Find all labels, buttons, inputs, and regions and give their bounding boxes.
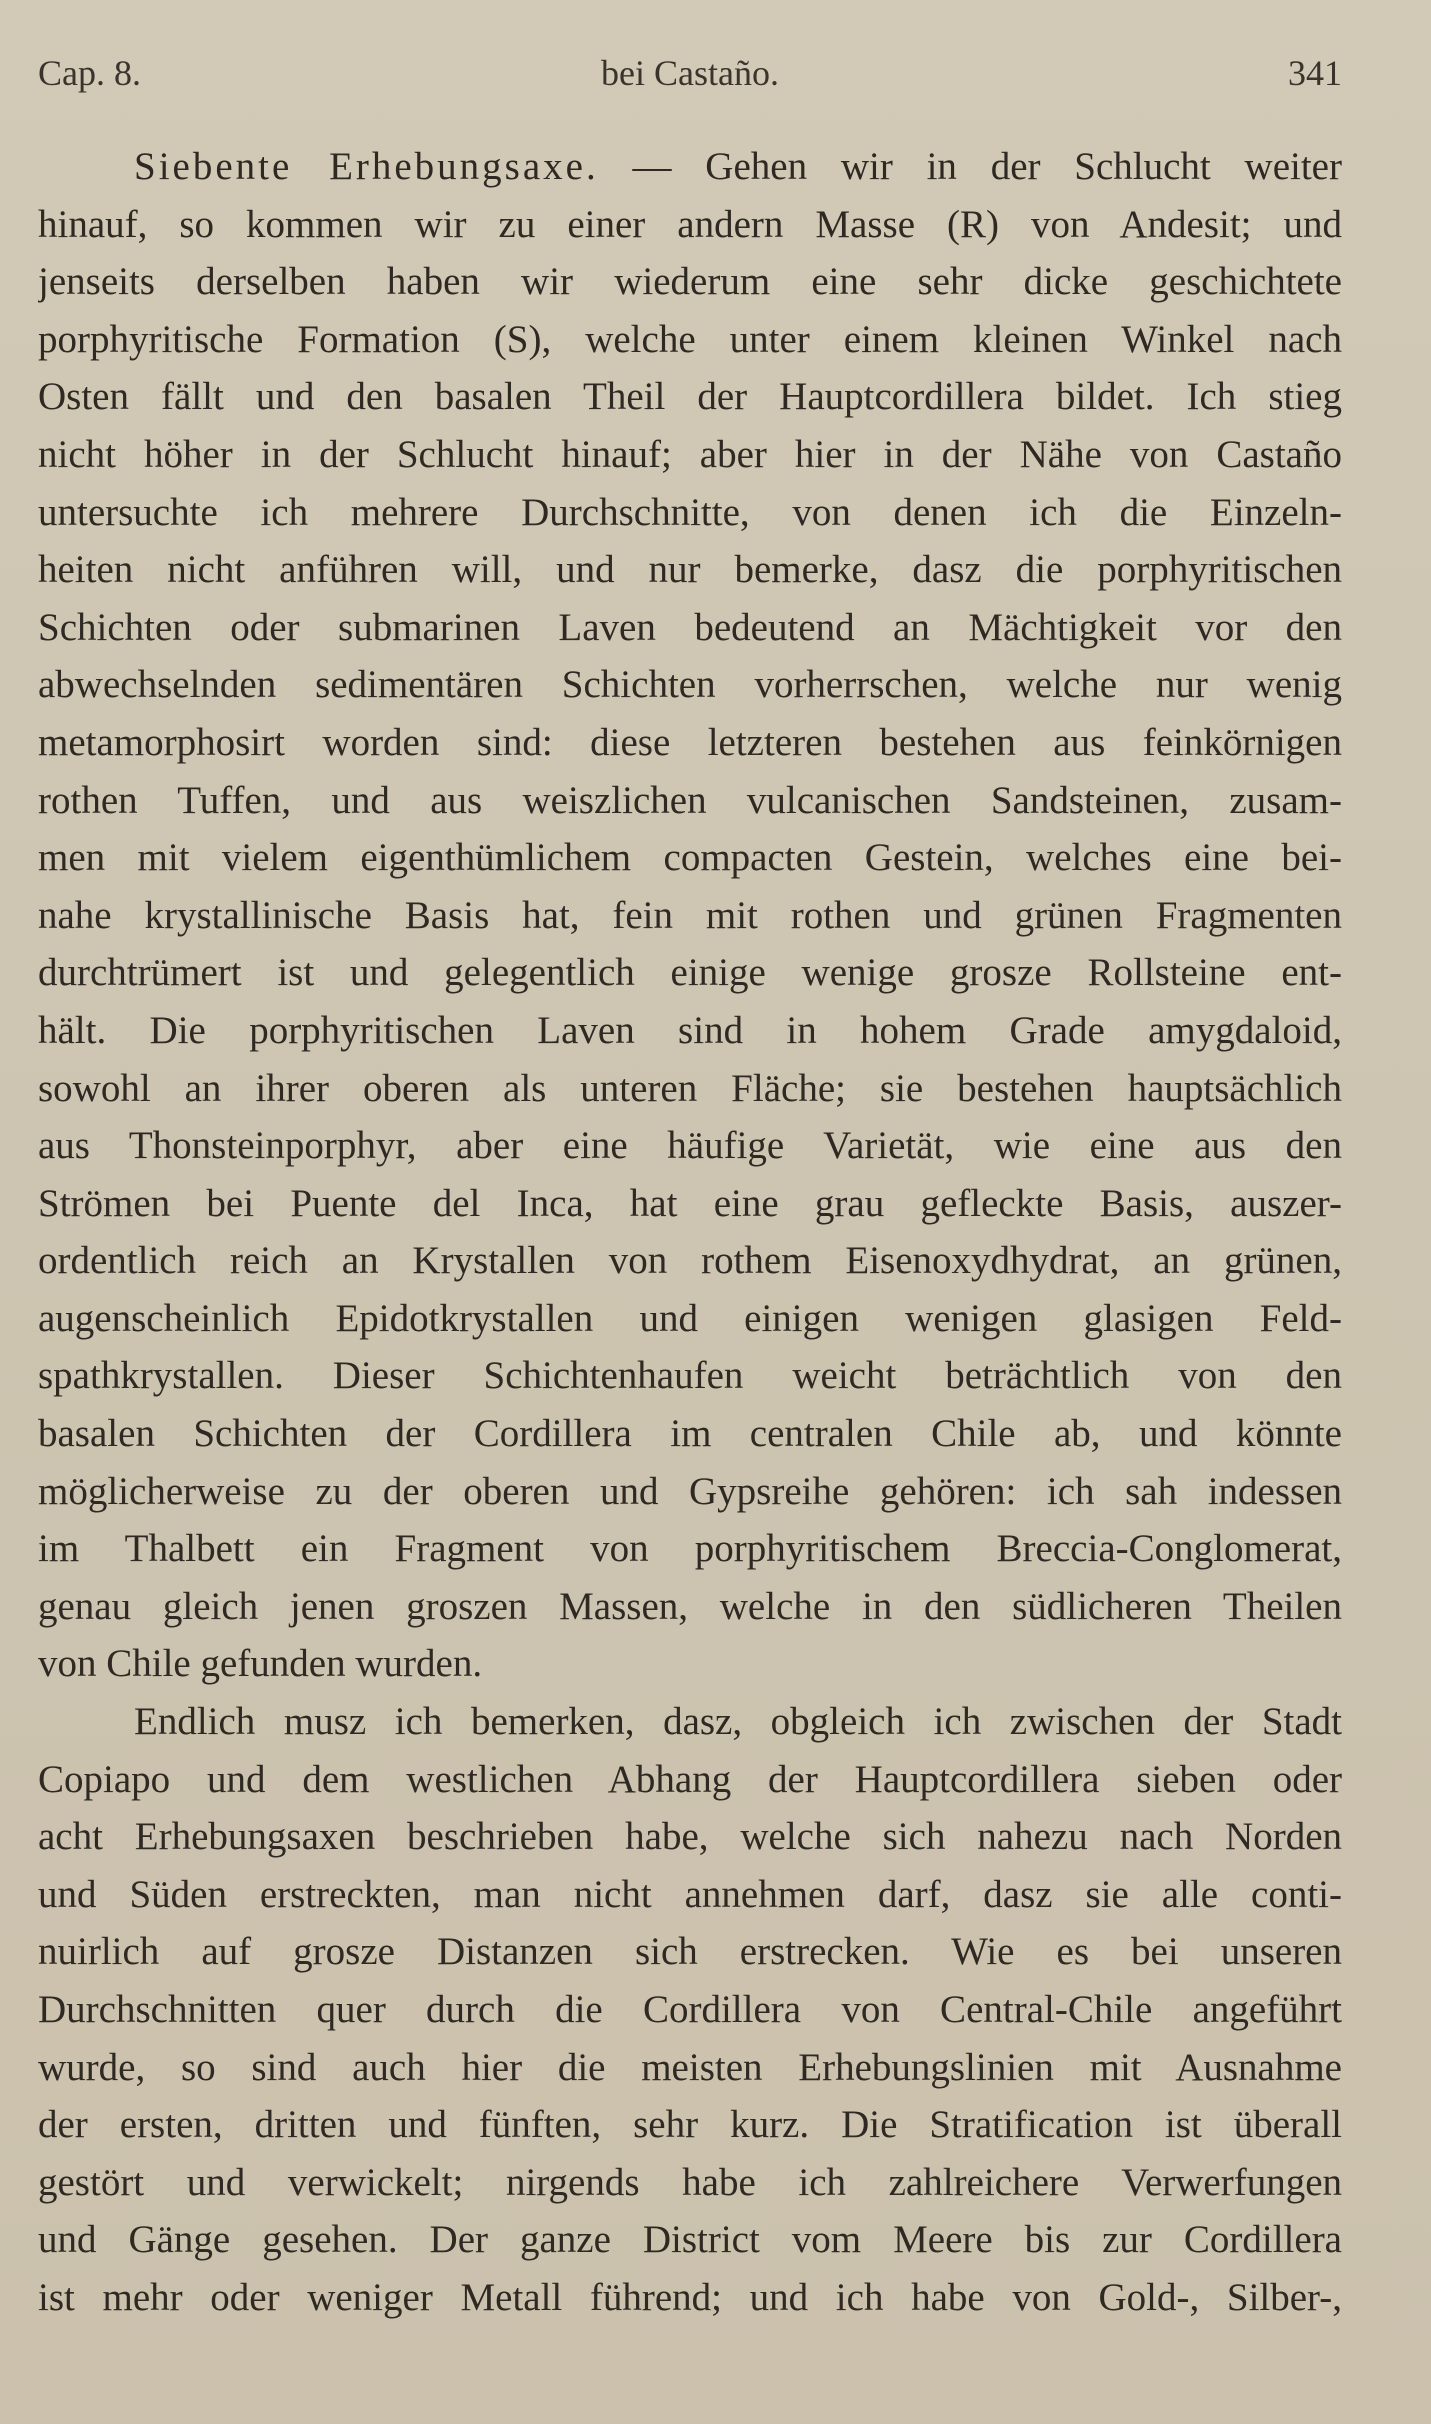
text-line: Copiapo und dem westlichen Abhang der Hauptcordillera sieben oder <box>38 1757 1342 1801</box>
text-line: nuirlich auf grosze Distanzen sich erstrecken. Wie es bei unseren <box>38 1930 1342 1974</box>
chapter-label: Cap. 8. <box>38 53 141 93</box>
text-line: men mit vielem eigenthümlichem compacten Gestein, welches eine bei- <box>38 836 1342 880</box>
section-lead: Siebente Erhebungsaxe. <box>134 145 599 188</box>
text-line: im Thalbett ein Fragment von porphyritischem Breccia-Conglomerat, <box>38 1527 1342 1571</box>
text-line: jenseits derselben haben wir wiederum eine sehr dicke geschichtete <box>38 260 1342 304</box>
text-line: spathkrystallen. Dieser Schichtenhaufen weicht beträchtlich von den <box>38 1354 1342 1398</box>
text-line: hält. Die porphyritischen Laven sind in hohem Grade amygdaloid, <box>38 1008 1342 1052</box>
page-number: 341 <box>1288 53 1342 93</box>
text-line: genau gleich jenen groszen Massen, welche in den südlicheren Theilen <box>38 1584 1342 1628</box>
text-line: metamorphosirt worden sind: diese letzteren bestehen aus feinkörnigen <box>38 720 1342 764</box>
text-line: möglicherweise zu der oberen und Gypsreihe gehören: ich sah indessen <box>38 1469 1342 1513</box>
text-line: Schichten oder submarinen Laven bedeutend an Mächtigkeit vor den <box>38 605 1342 649</box>
text-line: sowohl an ihrer oberen als unteren Fläche; sie bestehen hauptsächlich <box>38 1066 1342 1110</box>
text-line: heiten nicht anführen will, und nur bemerke, dasz die porphyritischen <box>38 548 1342 592</box>
running-title: bei Castaño. <box>601 53 779 93</box>
text-line: aus Thonsteinporphyr, aber eine häufige Varietät, wie eine aus den <box>38 1124 1342 1168</box>
text-line: untersuchte ich mehrere Durchschnitte, von denen ich die Einzeln- <box>38 490 1342 534</box>
text-line: acht Erhebungsaxen beschrieben habe, welche sich nahezu nach Norden <box>38 1815 1342 1859</box>
running-head <box>38 52 1342 102</box>
text-line: wurde, so sind auch hier die meisten Erhebungslinien mit Ausnahme <box>38 2045 1342 2089</box>
text-line: ist mehr oder weniger Metall führend; und ich habe von Gold-, Silber-, <box>38 2275 1342 2319</box>
text-line: gestört und verwickelt; nirgends habe ich zahlreichere Verwerfungen <box>38 2160 1342 2204</box>
text-line: basalen Schichten der Cordillera im centralen Chile ab, und könnte <box>38 1412 1342 1456</box>
text-line: der ersten, dritten und fünften, sehr kurz. Die Stratification ist überall <box>38 2103 1342 2147</box>
text-line: und Süden erstreckten, man nicht annehmen darf, dasz sie alle conti- <box>38 1872 1342 1916</box>
text-line: Siebente Erhebungsaxe. — Gehen wir in der Schlucht weiter <box>134 145 1342 188</box>
text-line: porphyritische Formation (S), welche unter einem kleinen Winkel nach <box>38 317 1342 361</box>
body-text <box>38 138 1342 2327</box>
text-line: ordentlich reich an Krystallen von rothem Eisenoxydhydrat, an grünen, <box>38 1239 1342 1283</box>
text-line: rothen Tuffen, und aus weiszlichen vulcanischen Sandsteinen, zusam- <box>38 778 1342 822</box>
text-line: abwechselnden sedimentären Schichten vorherrschen, welche nur wenig <box>38 663 1342 707</box>
text-line: von Chile gefunden wurden. <box>38 1642 483 1686</box>
text-line: nahe krystallinische Basis hat, fein mit rothen und grünen Fragmenten <box>38 893 1342 937</box>
text-line: augenscheinlich Epidotkrystallen und einigen wenigen glasigen Feld- <box>38 1296 1342 1340</box>
text-line: und Gänge gesehen. Der ganze District vom Meere bis zur Cordillera <box>38 2218 1342 2262</box>
text-line: Endlich musz ich bemerken, dasz, obgleich ich zwischen der Stadt <box>134 1700 1342 1744</box>
text-line: Durchschnitten quer durch die Cordillera von Central-Chile angeführt <box>38 1988 1342 2031</box>
text-line: Strömen bei Puente del Inca, hat eine grau gefleckte Basis, auszer- <box>38 1181 1342 1225</box>
text-line: hinauf, so kommen wir zu einer andern Masse (R) von Andesit; und <box>38 202 1342 246</box>
text-line: nicht höher in der Schlucht hinauf; aber hier in der Nähe von Castaño <box>38 432 1342 476</box>
text-line: Osten fällt und den basalen Theil der Hauptcordillera bildet. Ich stieg <box>38 375 1342 419</box>
text-line: durchtrümert ist und gelegentlich einige wenige grosze Rollsteine ent- <box>38 951 1342 995</box>
